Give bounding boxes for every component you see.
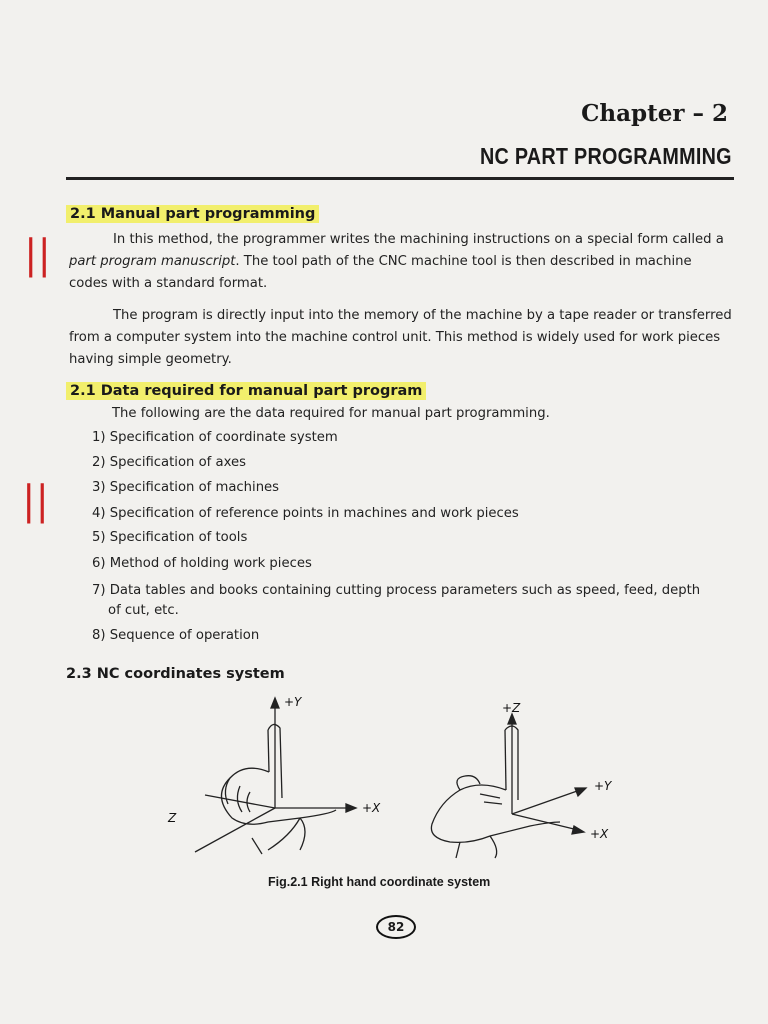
list-item: 8) Sequence of operation — [92, 628, 260, 643]
paragraph-manual-method — [69, 229, 733, 295]
intro-text: The following are the data required for manual part programming. — [112, 406, 550, 421]
right-axes — [508, 714, 586, 834]
section-heading-manual-part-programming — [66, 206, 319, 222]
heading-text: 2.1 Manual part programming — [66, 205, 319, 223]
list-item: 4) Specification of reference points in machines and work pieces — [92, 506, 519, 521]
list-item-continuation: of cut, etc. — [108, 603, 179, 618]
axis-label-plus-x-right: +X — [590, 827, 609, 841]
emphasis-text: part program manuscript — [69, 254, 236, 269]
page-number: 82 — [376, 915, 416, 939]
left-axes — [195, 698, 356, 852]
margin-mark: || — [22, 478, 49, 524]
margin-mark: || — [24, 232, 51, 278]
chapter-number: Chapter – 2 — [581, 100, 728, 127]
list-item: 2) Specification of axes — [92, 455, 246, 470]
section-heading-data-required — [66, 383, 426, 399]
heading-text: 2.1 Data required for manual part program — [66, 382, 426, 400]
left-hand-drawing — [221, 724, 336, 854]
header-rule — [66, 177, 734, 180]
right-hand-coordinate-figure — [150, 690, 630, 870]
list-item: 6) Method of holding work pieces — [92, 556, 312, 571]
right-hand-drawing — [431, 726, 560, 858]
list-item: 7) Data tables and books containing cutting process parameters such as speed, feed, depth — [92, 583, 701, 598]
axis-label-plus-y-right: +Y — [594, 779, 612, 793]
section-heading-nc-coordinates: 2.3 NC coordinates system — [66, 666, 285, 682]
axis-label-plus-x-left: +X — [362, 801, 381, 815]
chapter-title: NC PART PROGRAMMING — [480, 143, 732, 169]
list-item: 1) Specification of coordinate system — [92, 430, 338, 445]
axis-label-plus-y-left: +Y — [284, 695, 302, 709]
paragraph-program-input: The program is directly input into the memory of the machine by a tape reader or transferred from a computer system into the machine control unit. This method is widely used for work pieces having simple geometry. — [69, 308, 732, 367]
paragraph-text: . The tool path of the CNC machine tool is then described in machine codes with a standard format. — [69, 254, 692, 291]
axis-label-plus-z-right: +Z — [502, 701, 521, 715]
axis-label-z-left: Z — [168, 811, 177, 825]
paragraph-text: In this method, the programmer writes the machining instructions on a special form called a — [113, 232, 724, 247]
list-item: 3) Specification of machines — [92, 480, 280, 495]
list-item: 5) Specification of tools — [92, 530, 248, 545]
figure-caption: Fig.2.1 Right hand coordinate system — [268, 875, 491, 889]
